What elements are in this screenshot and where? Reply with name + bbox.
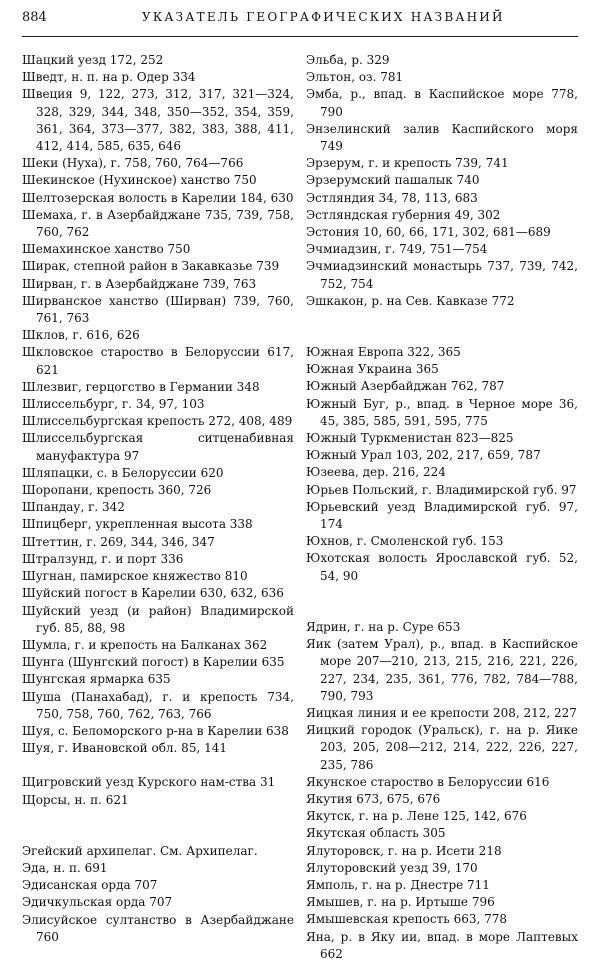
index-entry: Яицкий городок (Уральск), г. на р. Яике 203, 205, 208—212, 214, 222, 226, 227, 235, 786 <box>306 723 578 772</box>
index-entry: Шунгская ярмарка 635 <box>22 672 171 687</box>
index-entry: Шоропани, крепость 360, 726 <box>22 483 212 498</box>
index-entry: Южный Туркменистан 823—825 <box>306 431 514 446</box>
index-entry: Шацкий уезд 172, 252 <box>22 53 164 67</box>
right-column <box>306 52 578 963</box>
index-entry: Южный Азербайджан 762, 787 <box>306 379 505 394</box>
index-entry: Шпицберг, укрепленная высота 338 <box>22 517 253 532</box>
index-entry: Шуя, г. Ивановской обл. 85, 141 <box>22 741 227 756</box>
index-entry: Шуйский уезд (и район) Владимирской губ. 85, 88, 98 <box>22 603 294 635</box>
index-entry: Южная Европа 322, 365 <box>306 345 461 360</box>
left-group-shch <box>22 774 294 808</box>
index-entry: Эдичкульская орда 707 <box>22 895 173 910</box>
index-entry: Юхотская волость Ярославской губ. 52, 54, 90 <box>306 551 578 583</box>
index-entry: Эстония 10, 60, 66, 171, 302, 681—689 <box>306 225 551 240</box>
index-entry: Шелтозерская волость в Карелии 184, 630 <box>22 190 294 205</box>
index-entry: Штралзунд, г. и порт 336 <box>22 551 184 566</box>
running-title: УКАЗАТЕЛЬ ГЕОГРАФИЧЕСКИХ НАЗВАНИЙ <box>142 10 505 24</box>
index-entry: Юрьевский уезд Владимирской губ. 97, 174 <box>306 499 578 532</box>
index-entry: Ширак, степной район в Закавказье 739 <box>22 259 280 274</box>
index-entry: Шумла, г. и крепость на Балканах 362 <box>22 637 268 652</box>
index-entry: Эгейский архипелаг. См. Архипелаг. <box>22 843 258 858</box>
index-entry: Щигровский уезд Курского нам-ства 31 <box>22 775 276 790</box>
index-entry: Ямышев, г. на р. Иртыше 796 <box>306 895 495 910</box>
index-entry: Шляпацки, с. в Белоруссии 620 <box>22 465 224 480</box>
index-entry: Шемаха, г. в Азербайджане 735, 739, 758, 760, 762 <box>22 207 294 240</box>
index-entry: Эдисанская орда 707 <box>22 878 158 893</box>
group-spacer <box>22 809 294 843</box>
index-entry: Шкловское староство в Белоруссии 617, 621 <box>22 345 294 377</box>
page-number: 884 <box>22 10 47 25</box>
left-group-sh <box>22 52 294 757</box>
index-entry: Шлиссельбургская крепость 272, 408, 489 <box>22 414 293 429</box>
index-entry: Шпандау, г. 342 <box>22 500 125 515</box>
page-header <box>22 10 578 30</box>
index-entry: Эмба, р., впад. в Каспийское море 778, 790 <box>306 87 578 119</box>
index-entry: Эльтон, оз. 781 <box>306 70 404 85</box>
index-entry: Шведт, н. п. на р. Одер 334 <box>22 70 196 85</box>
index-entry: Ширван, г. в Азербайджане 739, 763 <box>22 276 257 291</box>
right-group-yu <box>306 344 578 585</box>
index-entry: Шекинское (Нухинское) ханство 750 <box>22 173 257 188</box>
index-entry: Эчмиадзин, г. 749, 751—754 <box>306 242 488 257</box>
index-entry: Шугнан, памирское княжество 810 <box>22 569 248 584</box>
index-entry: Яна, р. в Яку ии, впад. в море Лаптевых 662 <box>306 929 578 961</box>
index-entry: Эрзерумский пашалык 740 <box>306 173 480 188</box>
index-entry: Эчмиадзинский монастырь 737, 739, 742, 752, 754 <box>306 259 578 291</box>
index-entry: Якутская область 305 <box>306 826 446 841</box>
index-entry: Шуша (Панахабад), г. и крепость 734, 750, 758, 760, 762, 763, 766 <box>22 689 294 721</box>
index-entry: Шемахинское ханство 750 <box>22 242 191 257</box>
index-entry: Эстляндия 34, 78, 113, 683 <box>306 190 478 205</box>
index-entry: Якунское староство в Белоруссии 616 <box>306 774 550 789</box>
index-entry: Щорсы, н. п. 621 <box>22 792 129 807</box>
index-entry: Юрьев Польский, г. Владимирской губ. 97 <box>306 482 577 497</box>
index-entry: Эльба, р. 329 <box>306 53 390 67</box>
left-group-e <box>22 843 294 946</box>
index-entry: Шеки (Нуха), г. 758, 760, 764—766 <box>22 156 244 171</box>
index-entry: Элисуйское султанство в Азербайджане 760 <box>22 912 294 944</box>
right-group-ya <box>306 619 578 963</box>
index-entry: Эстляндская губерния 49, 302 <box>306 207 501 222</box>
index-entry: Южный Урал 103, 202, 217, 659, 787 <box>306 448 541 463</box>
index-entry: Ялуторовский уезд 39, 170 <box>306 860 478 875</box>
index-entry: Ядрин, г. на р. Суре 653 <box>306 619 461 634</box>
index-entry: Шлиссельбургская ситценабивная мануфактура 97 <box>22 431 294 463</box>
index-entry: Шлиссельбург, г. 34, 97, 103 <box>22 397 205 412</box>
index-entry: Южный Буг, р., впад. в Черное море 36, 45, 385, 585, 591, 595, 775 <box>306 396 578 428</box>
index-entry: Эда, н. п. 691 <box>22 860 108 875</box>
group-spacer <box>306 585 578 619</box>
index-entry: Эшкакон, р. на Сев. Кавказе 772 <box>306 293 515 308</box>
index-entry: Ялуторовск, г. на р. Исети 218 <box>306 843 502 858</box>
index-entry: Яицкая линия и ее крепости 208, 212, 227 <box>306 705 577 720</box>
group-spacer <box>306 310 578 344</box>
group-spacer <box>22 757 294 774</box>
index-entry: Ямышевская крепость 663, 778 <box>306 912 507 927</box>
index-entry: Штеттин, г. 269, 344, 346, 347 <box>22 534 215 549</box>
index-entry: Якутия 673, 675, 676 <box>306 791 441 806</box>
right-group-e <box>306 52 578 310</box>
index-entry: Шлезвиг, герцогство в Германии 348 <box>22 379 260 394</box>
index-entry: Юхнов, г. Смоленской губ. 153 <box>306 534 504 549</box>
left-column <box>22 52 294 946</box>
index-entry: Юзеева, дер. 216, 224 <box>306 465 446 480</box>
index-entry: Эрзерум, г. и крепость 739, 741 <box>306 156 509 171</box>
index-entry: Шунга (Шунгский погост) в Карелии 635 <box>22 655 285 670</box>
index-entry: Шуя, с. Беломорского р-на в Карелии 638 <box>22 723 289 738</box>
index-entry: Ширванское ханство (Ширван) 739, 760, 761, 763 <box>22 293 294 326</box>
index-entry: Яик (затем Урал), р., впад. в Каспийское море 207—210, 213, 215, 216, 221, 226, 227, 234, 235, 361, 776, 782, 784—788, 790, 793 <box>306 637 578 703</box>
index-entry: Якутск, г. на р. Лене 125, 142, 676 <box>306 809 527 824</box>
index-entry: Шуйский погост в Карелии 630, 632, 636 <box>22 586 284 601</box>
index-entry: Ямполь, г. на р. Днестре 711 <box>306 877 490 892</box>
index-entry: Шклов, г. 616, 626 <box>22 328 140 343</box>
index-entry: Энзелинский залив Каспийского моря 749 <box>306 121 578 154</box>
index-entry: Южная Украина 365 <box>306 362 439 377</box>
index-entry: Швеция 9, 122, 273, 312, 317, 321—324, 328, 329, 344, 348, 350—352, 354, 359, 361, 364, 373—377, 382, 383, 388, 411, 412, 414, 585, 635, 646 <box>22 87 294 154</box>
header-rule <box>22 36 578 37</box>
